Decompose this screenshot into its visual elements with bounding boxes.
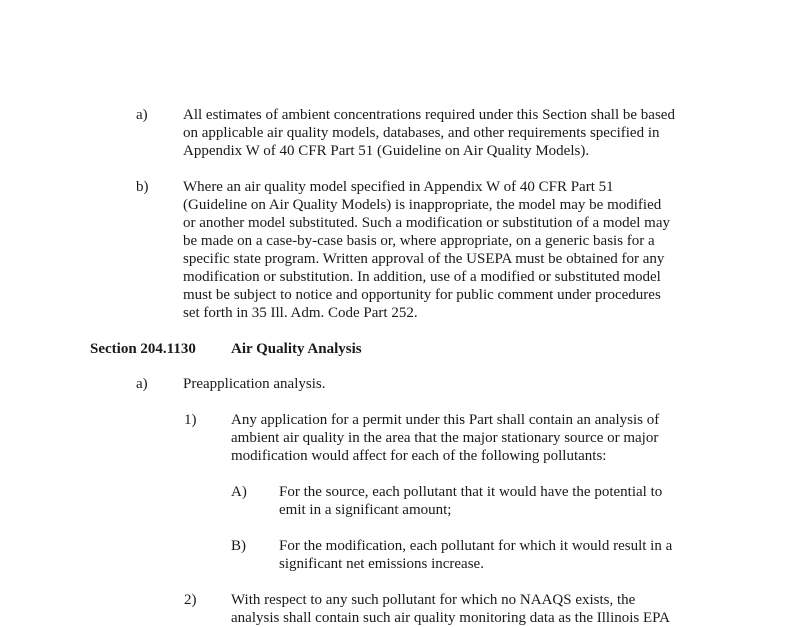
- para-b-line: set forth in 35 Ill. Adm. Code Part 252.: [183, 305, 418, 321]
- sec-a-label: a): [136, 376, 148, 392]
- item-2-line: analysis shall contain such air quality monitoring data as the Illinois EPA: [231, 610, 670, 626]
- para-b-line: be made on a case-by-case basis or, where appropriate, on a generic basis for a: [183, 233, 655, 249]
- item-1-line: modification would affect for each of the following pollutants:: [231, 448, 607, 464]
- section-title: Air Quality Analysis: [231, 341, 362, 357]
- para-a-line: Appendix W of 40 CFR Part 51 (Guideline on Air Quality Models).: [183, 143, 590, 159]
- section-number: Section 204.1130: [90, 341, 196, 357]
- sec-a-text: Preapplication analysis.: [183, 376, 326, 392]
- item-A-line: emit in a significant amount;: [279, 502, 452, 518]
- item-B-text: [279, 537, 672, 573]
- item-A-text: [279, 483, 662, 519]
- para-a-line: All estimates of ambient concentrations required under this Section shall be based: [183, 107, 675, 123]
- para-b-line: (Guideline on Air Quality Models) is inappropriate, the model may be modified: [183, 197, 662, 213]
- item-1-line: ambient air quality in the area that the major stationary source or major: [231, 430, 659, 446]
- item-1-line: Any application for a permit under this Part shall contain an analysis of: [231, 412, 660, 428]
- para-b-line: specific state program. Written approval of the USEPA must be obtained for any: [183, 251, 665, 267]
- item-1-label: 1): [184, 412, 197, 428]
- para-a-label: a): [136, 107, 148, 123]
- item-1-text: [231, 411, 659, 465]
- para-a-line: on applicable air quality models, databases, and other requirements specified in: [183, 125, 660, 141]
- para-b-label: b): [136, 179, 149, 195]
- para-b-line: Where an air quality model specified in Appendix W of 40 CFR Part 51: [183, 179, 614, 195]
- item-B-line: significant net emissions increase.: [279, 556, 484, 572]
- item-B-line: For the modification, each pollutant for which it would result in a: [279, 538, 673, 554]
- item-2-line: With respect to any such pollutant for which no NAAQS exists, the: [231, 592, 636, 608]
- item-2-text: [231, 591, 670, 627]
- item-A-line: For the source, each pollutant that it would have the potential to: [279, 484, 663, 500]
- item-B-label: B): [231, 538, 246, 554]
- para-b-text: [183, 178, 670, 322]
- para-b-line: or another model substituted. Such a modification or substitution of a model may: [183, 215, 671, 231]
- item-2-label: 2): [184, 592, 197, 608]
- para-b-line: must be subject to notice and opportunity for public comment under procedures: [183, 287, 661, 303]
- para-b-line: modification or substitution. In addition, use of a modified or substituted model: [183, 269, 661, 285]
- para-a-text: [183, 106, 675, 160]
- item-A-label: A): [231, 484, 247, 500]
